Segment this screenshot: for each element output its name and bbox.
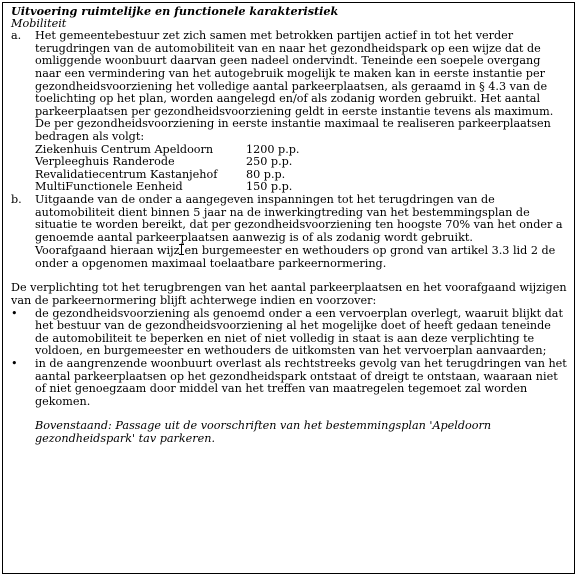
facility-spaces: 150 p.p. xyxy=(246,180,293,194)
facility-name: Verpleeghuis Randerode xyxy=(35,155,175,169)
list-item xyxy=(11,308,568,358)
document-frame xyxy=(2,2,575,574)
conditions-intro: De verplichting tot het terugbrengen van het aantal parkeerplaatsen en het voorafgaand wijzigen van de parkeernormering blijft achterwege indien en voorzover: xyxy=(11,281,567,308)
item-b-marker: b. xyxy=(11,192,22,206)
item-b-paragraph-2 xyxy=(35,244,568,270)
facility-spaces: 250 p.p. xyxy=(246,155,293,169)
item-b-paragraph-1: Uitgaande van de onder a aangegeven inspanningen tot het terugdringen van de automobiliteit dient binnen 5 jaar na de inwerkingtreding van het bestemmingsplan de situatie te worden bereikt, dat per gezondheidsvoorziening ten hoogste 70% van het onder a genoemde aantal parkeerplaatsen aanwezig is of als zodanig wordt gebruikt. xyxy=(35,192,563,244)
facility-row xyxy=(35,156,568,169)
facility-spaces: 80 p.p. xyxy=(246,167,286,181)
list-item-text: in de aangrenzende woonbuurt overlast als rechtstreeks gevolg van het terugdringen van het aantal parkeerplaatsen op het gezondheidspark ontstaat of dreigt te ontstaan, waaraan niet of niet genoegzaam door middel van het treffen van maatregelen tegemoet zal worden gekomen. xyxy=(35,357,567,408)
facility-name: Revalidatiecentrum Kastanjehof xyxy=(35,167,218,181)
section-title: Uitvoering ruimtelijke en functionele karakteristiek xyxy=(11,4,339,18)
facility-spaces: 1200 p.p. xyxy=(246,142,300,156)
item-a-paragraph: Het gemeentebestuur zet zich samen met betrokken partijen actief in tot het verder terugdringen van de automobiliteit van en naar het gezondheidspark op een wijze dat de omliggende woonbuurt daarvan geen nadeel ondervindt. Teneinde een soepele overgang naar een vermindering van het autogebruik mogelijk te maken kan in eerste instantie per gezondheidsvoorziening het volledige aantal parkeerplaatsen, als geraamd in § 4.3 van de toelichting op het plan, worden aangelegd en/of als zodanig worden gebruikt. Het aantal parkeerplaatsen per gezondheidsvoorziening geldt in eerste instantie tevens als maximum. De per gezondheidsvoorziening in eerste instantie maximaal te realiseren parkeerplaatsen bedragen als volgt: xyxy=(35,29,554,143)
facility-name: Ziekenhuis Centrum Apeldoorn xyxy=(35,142,214,156)
list-item xyxy=(11,358,568,408)
item-b xyxy=(11,194,568,271)
list-item-text: de gezondheidsvoorziening als genoemd onder a een vervoerplan overlegt, waaruit blijkt dat het bestuur van de gezondheidsvoorziening al het mogelijke doet of heeft gedaan teneinde de automobiliteit te beperken en niet of niet volledig in staat is aan deze verplichting te voldoen, en burgemeester en wethouders de uitkomsten van het vervoerplan aanvaarden; xyxy=(35,306,563,358)
item-b-paragraph-2-end: en burgemeester en wethouders op grond van artikel 3.3 lid 2 de onder a opgenomen maximaal toelaatbare parkeernormering. xyxy=(35,244,556,270)
i-beam-cursor-icon xyxy=(179,244,184,255)
bullet-icon: • xyxy=(11,306,18,320)
item-b-paragraph-2-start: Voorafgaand hieraan wijz xyxy=(35,244,180,258)
facility-list xyxy=(35,144,568,194)
item-a xyxy=(11,30,568,194)
section-subtitle: Mobiliteit xyxy=(11,16,67,30)
document-body xyxy=(11,5,568,446)
bullet-icon: • xyxy=(11,357,18,371)
caption: Bovenstaand: Passage uit de voorschriften van het bestemmingsplan 'Apeldoorn gezondheidspark' tav parkeren. xyxy=(35,419,492,445)
facility-name: MultiFunctionele Eenheid xyxy=(35,180,183,194)
item-a-marker: a. xyxy=(11,29,22,43)
